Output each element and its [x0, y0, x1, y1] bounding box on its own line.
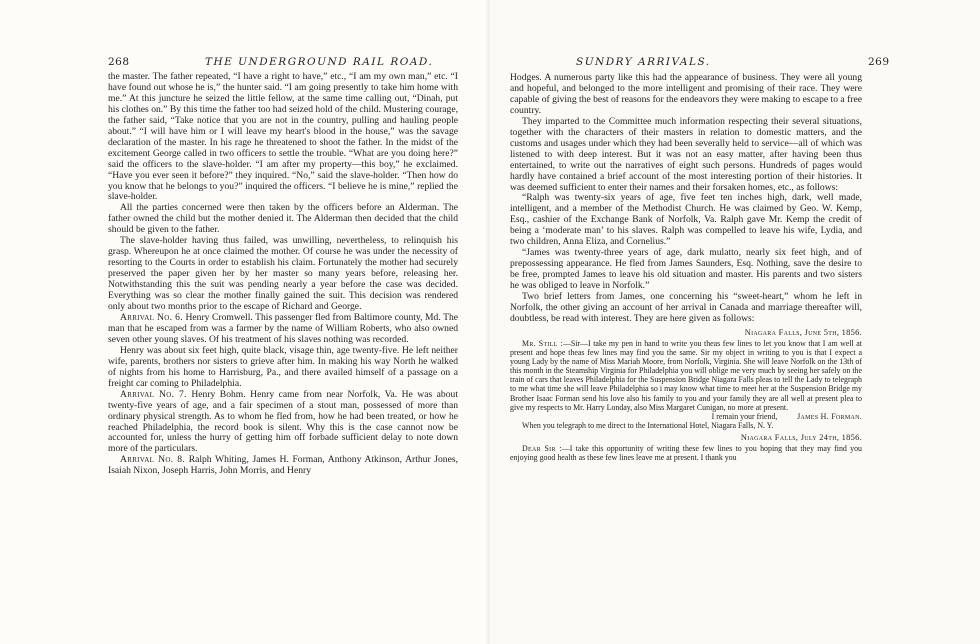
left-running-title: THE UNDERGROUND RAIL ROAD. [205, 56, 434, 68]
arrival-7-label: Arrival No. 7. [120, 388, 187, 400]
paragraph: “James was twenty-three years of age, dark mulatto, nearly six feet high, and of prepossessing appearance. He fled from James Saunders, Esq. Nothing, save the desire to be free, prompted James to leave his old situation and master. His parents and two sisters he was obliged to leave in Norfolk.” [510, 247, 862, 292]
paragraph: Two brief letters from James, one concerning his “sweet-heart,” whom he left in Norfolk, the other giving an account of her arrival in Canada and marriage thereafter will, doubtless, be read with interest. They are here given as follows: [510, 291, 862, 324]
letter-one [510, 328, 862, 430]
right-page [490, 0, 980, 644]
arrival-8-label: Arrival No. 8. [120, 454, 186, 466]
paragraph: They imparted to the Committee much information respecting their several situations, together with the characters of their masters in relation to domestic matters, and the customs and usages under which they had been severally held to service—all of which was listened to with deep interest. But it was not an easy matter, after having been thus entertained, to write out the narratives of eight such persons. Hundreds of pages would hardly have contained a brief account of the most interesting portion of their histories. It was deemed sufficient to enter their names and their forsaken homes, etc., as follows: [510, 115, 862, 193]
letter-one-closing-line [510, 412, 862, 421]
letter-one-signature: James H. Forman. [797, 411, 862, 421]
letter-two [510, 433, 862, 462]
letter-two-dateline: Niagara Falls, July 24th, 1856. [740, 432, 862, 442]
arrival-8-text: Ralph Whiting, James H. Forman, Anthony Atkinson, Arthur Jones, Isaiah Nixon, Joseph Harris, John Morris, and Henry [108, 454, 458, 477]
paragraph: Hodges. A numerous party like this had the appearance of business. They were all young and hopeful, and belonged to the more intelligent and promising of their race. They were capable of giving the best of reasons for the endeavors they were making to escape to a free country. [510, 72, 862, 116]
right-running-title: SUNDRY ARRIVALS. [576, 56, 711, 68]
arrival-6-label: Arrival No. 6. [120, 311, 183, 323]
letter-one-body [510, 339, 862, 412]
letter-one-closing: I remain your friend, [711, 411, 778, 421]
arrival-7-text: Henry Bohm. Henry came from near Norfolk, Va. He was about twenty-five years of age, and a fair specimen of a stout man, possessed of more than ordinary physical strength. As to whom he fled from, how he had been treated, or how he reached Philadelphia, the record book is silent. Why this is the case cannot now be accounted for, unless the hurry of getting him off forbade sufficient delay to note down more of the particulars. [108, 388, 458, 455]
right-page-number: 269 [868, 56, 890, 68]
arrival-8-paragraph [108, 455, 458, 477]
left-page-number: 268 [108, 56, 130, 68]
letter-one-salutation: Mr. Still : [522, 339, 564, 349]
arrival-6-text: Henry Cromwell. This passenger fled from Baltimore county, Md. The man that he escaped from was a farmer by the name of William Roberts, who also owned seven other young slaves. Of his treatment of his slaves nothing was recorded. [108, 311, 459, 345]
paragraph: All the parties concerned were then taken by the officers before an Alderman. The father owned the child but the mother denied it. The Alderman then decided that the child should be given to the father. [108, 202, 458, 236]
right-running-head [490, 56, 980, 70]
letter-two-body [510, 444, 862, 462]
left-body-text [108, 72, 458, 477]
paragraph: The slave-holder having thus failed, was unwilling, nevertheless, to relinquish his grasp. Whereupon he at once claimed the mother. Of course he was under the necessity of resorting to the Courts in order to establish his claim. Fortunately the mother had securely preserved the paper given her by her master so many years before, releasing her. Notwithstanding this the suit was pending nearly a year before the case was decided. Everything was so clear the mother finally gained the suit. This decision was rendered only about two months prior to the escape of Richard and George. [108, 235, 458, 313]
paragraph: the master. The father repeated, “I have a right to have,” etc., “I am my own man,” etc. “I have found out whose he is,” the hunter said. “I am going presently to take him home with me.” At this juncture he seized the little fellow, at the same time calling out, “Dinah, put his clothes on.” By this time the father too had seized hold of the child. Mustering courage, the father said, “Take notice that you are not in the country, pulling and hauling people about.” “I will have him or I will leave my heart's blood in the house,” was the savage declaration of the master. In his rage he threatened to shoot the father. In the midst of the excitement George called in two officers to settle the trouble. “What are you doing here?” said the officers to the slave-holder. “I am after my property—this boy,” he exclaimed. “Have you ever seen it before?” they inquired. “No,” said the slave-holder. “Then how do you know that he belongs to you?” inquired the officers. “I believe he is mine,” replied the slave-holder. [108, 71, 458, 203]
letter-two-salutation: Dear Sir : [522, 444, 562, 454]
paragraph: “Ralph was twenty-six years of age, five feet ten inches high, dark, well made, intelligent, and a member of the Methodist Church. He was claimed by Geo. W. Kemp, Esq., cashier of the Exchange Bank of Norfolk, Va. Ralph gave Mr. Kemp the credit of being a ‘moderate man’ to his slaves. Ralph was compelled to leave his wife, Lydia, and two children, Anna Eliza, and Cornelius.” [510, 192, 862, 248]
letter-one-text: —Sir—I take my pen in hand to write you theas few lines to let you know that I am well at present and hope theas few lines may find you the same. Sir my object in writing to you is that I expect a young Lady by the name of Miss Mariah Moore, from Norfolk, Virginia. She will leave Norfolk on the 13th of this month in the Steamship Virginia for Philadelphia you will oblige me very much by seeing her safely on the train of cars that leaves Philadelphia for the Suspension Bridge Niagara Falls pleas to tell the Lady to telegraph to me what time she will leave Philadelphia so i may know what time to meet her at the Suspension Bridge my Brother Isaac Forman send his love also his family to you and your family they are all well at present plea to give my respects to Mr. Harry Londay, also Miss Margaret Cunigan, no more at present. [510, 339, 863, 412]
letter-one-postscript: When you telegraph to me direct to the International Hotel, Niagara Falls, N. Y. [522, 420, 774, 430]
letter-one-dateline: Niagara Falls, June 5th, 1856. [744, 327, 862, 337]
paragraph: Henry was about six feet high, quite black, visage thin, age twenty-five. He left neither wife, parents, brothers nor sisters to grieve after him. In making his way North he walked of nights from his home to Harrisburg, Pa., and there availed himself of a passage on a freight car coming to Philadelphia. [108, 344, 458, 389]
letter-two-text: —I take this opportunity of writing these few lines to you hoping that they may find you enjoying good health as these few lines leave me at present. I thank you [510, 444, 862, 463]
right-body-text [510, 73, 862, 462]
arrival-6-paragraph [108, 313, 458, 346]
left-running-head [0, 56, 490, 70]
arrival-7-paragraph [108, 390, 458, 456]
